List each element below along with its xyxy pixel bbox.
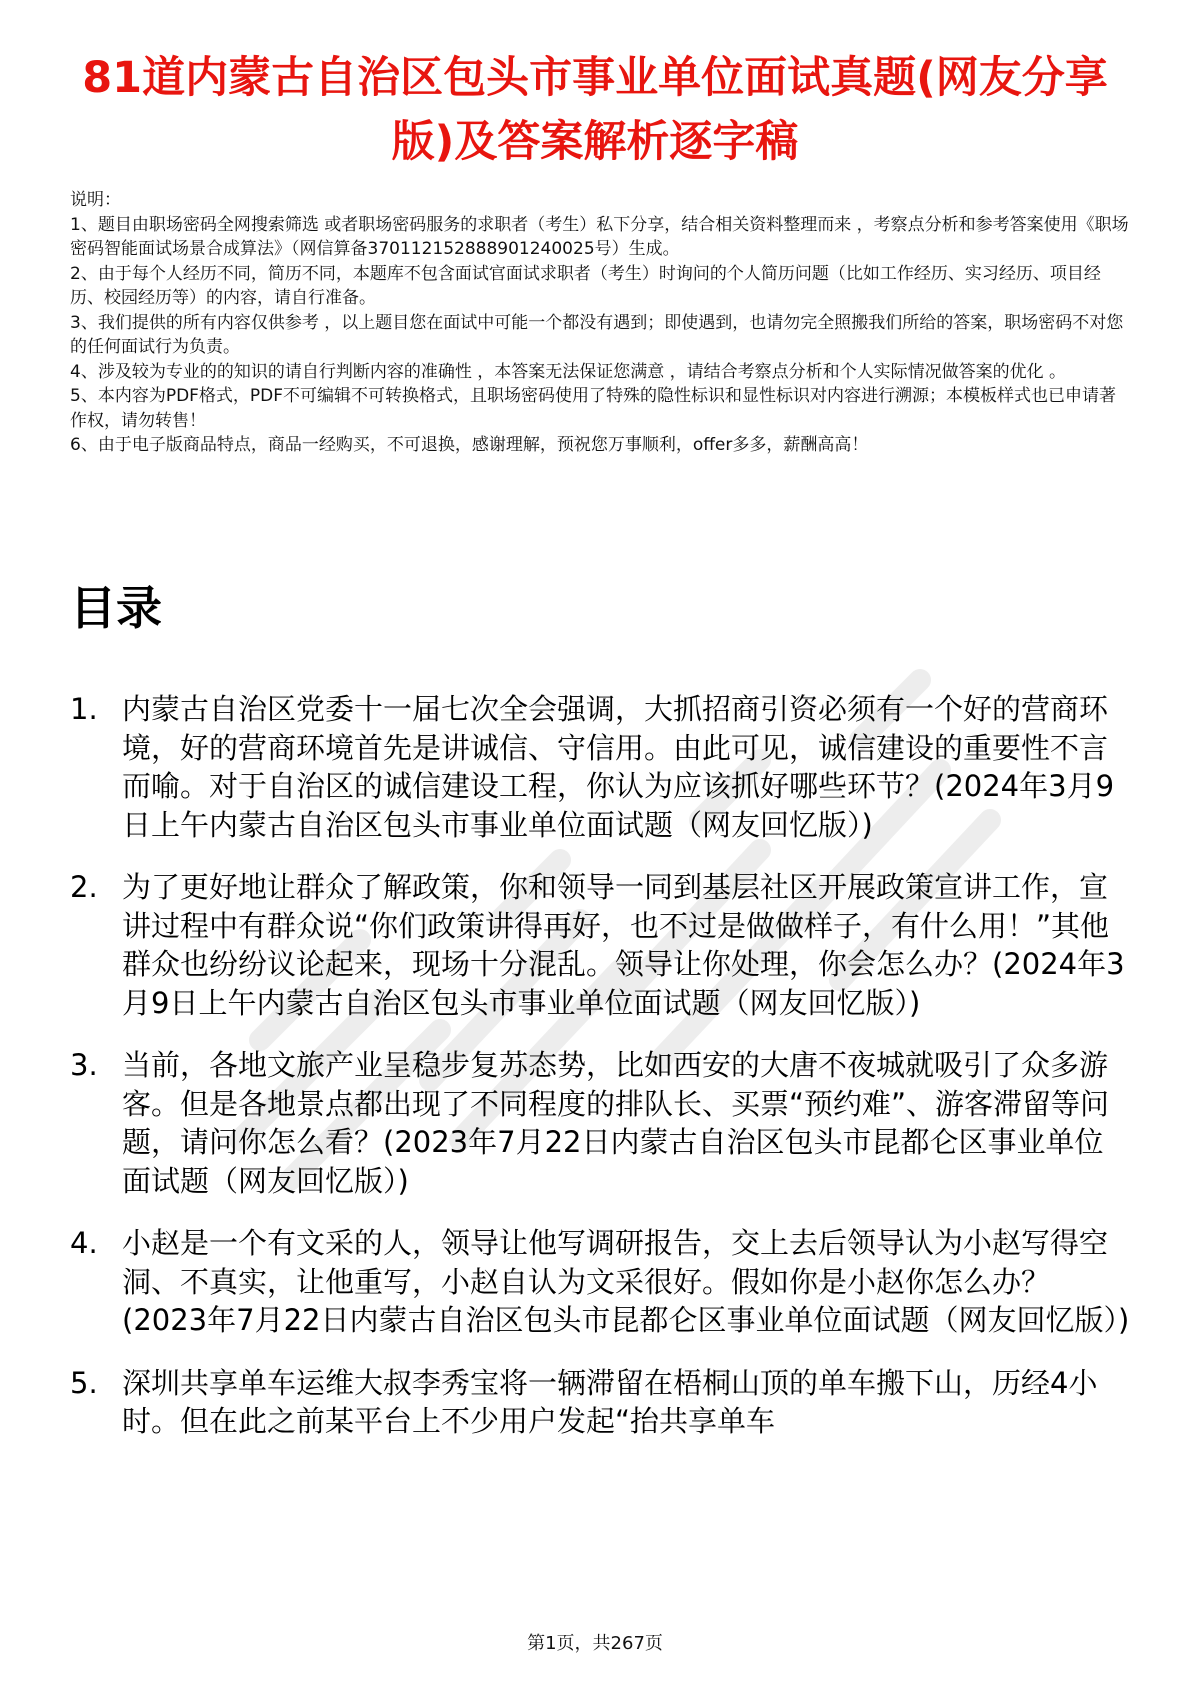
toc-item-number: 1. — [70, 692, 98, 726]
toc-item[interactable] — [70, 1224, 1130, 1340]
note-item: 1、题目由职场密码全网搜索筛选 或者职场密码服务的求职者（考生）私下分享，结合相关资料整理而来 ，考察点分析和参考答案使用《职场密码智能面试场景合成算法》（网信算备370112152888901240025号）生成。 — [70, 214, 1129, 259]
note-item: 3、我们提供的所有内容仅供参考 ，以上题目您在面试中可能一个都没有遇到；即使遇到，也请勿完全照搬我们所给的答案，职场密码不对您的任何面试行为负责。 — [70, 312, 1124, 357]
toc-item-text: 当前，各地文旅产业呈稳步复苏态势，比如西安的大唐不夜城就吸引了众多游客。但是各地景点都出现了不同程度的排队长、买票“预约难”、游客滞留等问题，请问你怎么看？(2023年7月22日内蒙古自治区包头市昆都仑区事业单位面试题（网友回忆版）) — [122, 1048, 1110, 1198]
note-item: 4、涉及较为专业的的知识的请自行判断内容的准确性 ，本答案无法保证您满意 ，请结合考察点分析和个人实际情况做答案的优化 。 — [70, 361, 1067, 382]
toc-heading: 目录 — [70, 581, 162, 635]
toc-item-text: 深圳共享单车运维大叔李秀宝将一辆滞留在梧桐山顶的单车搬下山，历经4小时。但在此之前某平台上不少用户发起“抬共享单车 — [122, 1365, 1098, 1438]
notes-label: 说明： — [70, 190, 121, 210]
document-title: 81道内蒙古自治区包头市事业单位面试真题(网友分享版)及答案解析逐字稿 — [82, 53, 1108, 167]
toc-item-number: 4. — [70, 1226, 98, 1260]
toc-item[interactable] — [70, 1046, 1130, 1200]
toc-item-text: 内蒙古自治区党委十一届七次全会强调，大抓招商引资必须有一个好的营商环境，好的营商环境首先是讲诚信、守信用。由此可见，诚信建设的重要性不言而喻。对于自治区的诚信建设工程，你认为应该抓好哪些环节？(2024年3月9日上午内蒙古自治区包头市事业单位面试题（网友回忆版）) — [122, 692, 1115, 842]
toc-item-text: 小赵是一个有文采的人，领导让他写调研报告，交上去后领导认为小赵写得空洞、不真实，让他重写，小赵自认为文采很好。假如你是小赵你怎么办？(2023年7月22日内蒙古自治区包头市昆都仑区事业单位面试题（网友回忆版）) — [122, 1226, 1130, 1337]
toc-item[interactable] — [70, 1364, 1130, 1441]
toc-item[interactable] — [70, 690, 1130, 844]
notes-section — [70, 188, 1132, 458]
note-item: 6、由于电子版商品特点，商品一经购买，不可退换，感谢理解，预祝您万事顺利，offer多多，薪酬高高！ — [70, 435, 869, 455]
toc-item-text: 为了更好地让群众了解政策，你和领导一同到基层社区开展政策宣讲工作，宣讲过程中有群众说“你们政策讲得再好，也不过是做做样子，有什么用！”其他群众也纷纷议论起来，现场十分混乱。领导让你处理，你会怎么办？(2024年3月9日上午内蒙古自治区包头市事业单位面试题（网友回忆版）) — [122, 870, 1125, 1020]
toc-item[interactable] — [70, 868, 1130, 1022]
toc-list — [70, 690, 1130, 1465]
toc-item-number: 2. — [70, 870, 98, 904]
note-item: 2、由于每个人经历不同，简历不同，本题库不包含面试官面试求职者（考生）时询问的个人简历问题（比如工作经历、实习经历、项目经历、校园经历等）的内容，请自行准备。 — [70, 263, 1101, 308]
note-item: 5、本内容为PDF格式，PDF不可编辑不可转换格式，且职场密码使用了特殊的隐性标识和显性标识对内容进行溯源；本模板样式也已申请著作权，请勿转售！ — [70, 386, 1117, 431]
toc-item-number: 3. — [70, 1048, 98, 1082]
toc-item-number: 5. — [70, 1365, 98, 1400]
page-footer: 第1页，共267页 — [527, 1633, 663, 1654]
